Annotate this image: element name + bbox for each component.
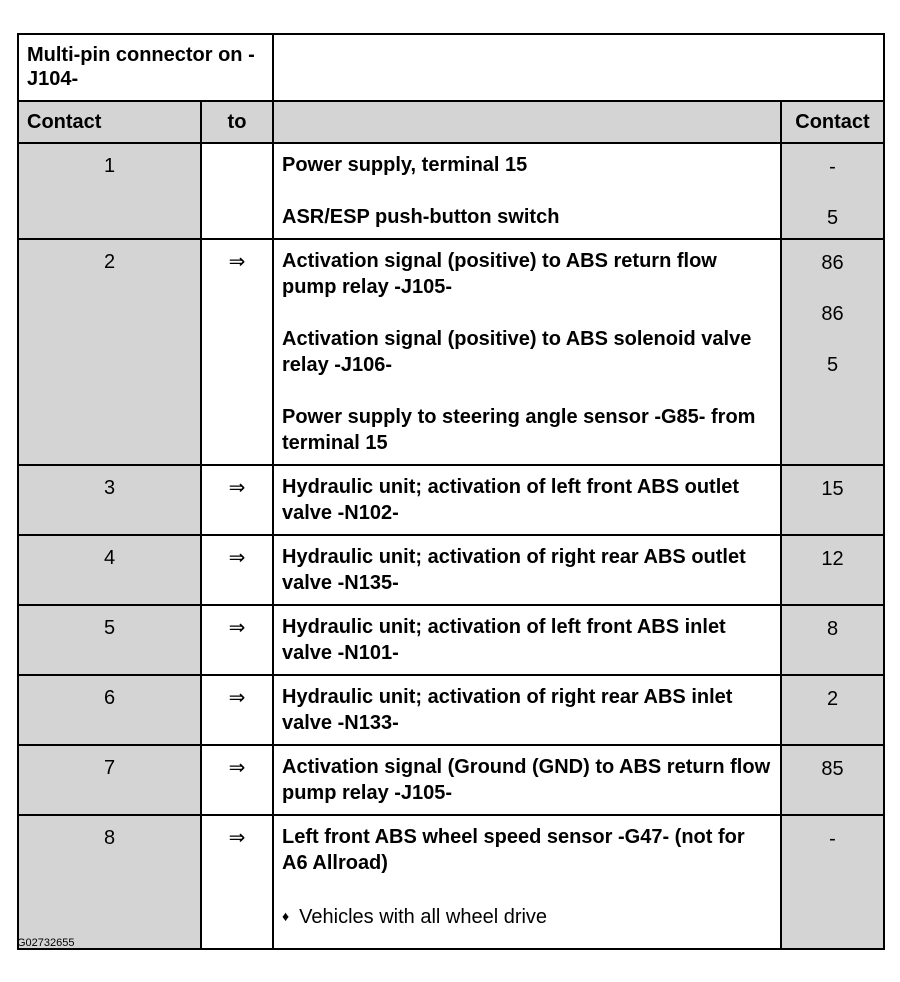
arrow-icon xyxy=(201,143,273,239)
description-line: Hydraulic unit; activation of right rear ABS outlet valve -N135- xyxy=(282,546,746,594)
arrow-icon: ⇒ xyxy=(201,605,273,675)
contact-right-cell xyxy=(781,675,884,745)
contact-right-cell xyxy=(781,605,884,675)
header-description xyxy=(273,101,781,143)
contact-right-value: 2 xyxy=(826,688,839,710)
table-body xyxy=(18,143,884,949)
description-cell xyxy=(273,675,781,745)
description-line: ASR/ESP push-button switch xyxy=(282,206,560,228)
contact-right-cell xyxy=(781,815,884,949)
contact-number: 3 xyxy=(18,465,201,535)
header-contact-right: Contact xyxy=(781,101,884,143)
contact-right-cell xyxy=(781,239,884,465)
contact-right-value: 5 xyxy=(826,207,839,229)
table-title: Multi-pin connector on -J104- xyxy=(18,34,273,101)
description-line: Activation signal (Ground (GND) to ABS return flow pump relay -J105- xyxy=(282,756,771,804)
contact-right-cell xyxy=(781,535,884,605)
description-line: Hydraulic unit; activation of left front ABS inlet valve -N101- xyxy=(282,616,726,664)
contact-number: 1 xyxy=(18,143,201,239)
contact-number: 4 xyxy=(18,535,201,605)
contact-right-value: 15 xyxy=(821,478,844,500)
connector-table xyxy=(17,33,885,950)
table-row xyxy=(18,465,884,535)
contact-right-value: 5 xyxy=(826,354,839,376)
description-cell xyxy=(273,465,781,535)
contact-right-value: 86 xyxy=(821,303,844,325)
contact-number: 2 xyxy=(18,239,201,465)
contact-number: 7 xyxy=(18,745,201,815)
bullet-text: Vehicles with all wheel drive xyxy=(299,906,548,928)
description-cell xyxy=(273,239,781,465)
contact-number: 8 xyxy=(18,815,201,949)
description-line: Hydraulic unit; activation of left front ABS outlet valve -N102- xyxy=(282,476,740,524)
contact-right-value: 86 xyxy=(821,252,844,274)
table-row xyxy=(18,605,884,675)
contact-number: 5 xyxy=(18,605,201,675)
contact-right-cell xyxy=(781,745,884,815)
bullet-note xyxy=(282,904,772,931)
contact-right-value: - xyxy=(829,156,836,178)
table-row xyxy=(18,535,884,605)
title-row xyxy=(18,34,884,101)
table-row xyxy=(18,143,884,239)
description-cell xyxy=(273,535,781,605)
description-cell xyxy=(273,605,781,675)
table-row xyxy=(18,675,884,745)
table-row xyxy=(18,239,884,465)
contact-right-value: 12 xyxy=(821,548,844,570)
description-cell xyxy=(273,143,781,239)
arrow-icon: ⇒ xyxy=(201,465,273,535)
description-line: Activation signal (positive) to ABS return flow pump relay -J105- xyxy=(282,250,717,298)
header-contact: Contact xyxy=(18,101,201,143)
description-line: Power supply to steering angle sensor -G85- from terminal 15 xyxy=(282,406,756,454)
column-header-row xyxy=(18,101,884,143)
description-line: Power supply, terminal 15 xyxy=(282,154,528,176)
arrow-icon: ⇒ xyxy=(201,535,273,605)
title-blank-cell xyxy=(273,34,884,101)
description-line: Left front ABS wheel speed sensor -G47- (not for A6 Allroad) xyxy=(282,826,745,874)
table-row xyxy=(18,815,884,949)
contact-right-cell xyxy=(781,143,884,239)
contact-right-value: 8 xyxy=(826,618,839,640)
header-to: to xyxy=(201,101,273,143)
figure-id: G02732655 xyxy=(17,937,75,949)
description-cell xyxy=(273,815,781,949)
description-line: Hydraulic unit; activation of right rear ABS inlet valve -N133- xyxy=(282,686,733,734)
table-row xyxy=(18,745,884,815)
contact-number: 6 xyxy=(18,675,201,745)
arrow-icon: ⇒ xyxy=(201,239,273,465)
description-line: Activation signal (positive) to ABS solenoid valve relay -J106- xyxy=(282,328,752,376)
diamond-bullet-icon: ♦ xyxy=(282,908,290,924)
description-cell xyxy=(273,745,781,815)
arrow-icon: ⇒ xyxy=(201,675,273,745)
contact-right-value: - xyxy=(829,828,836,850)
contact-right-value: 85 xyxy=(821,758,844,780)
arrow-icon: ⇒ xyxy=(201,815,273,949)
arrow-icon: ⇒ xyxy=(201,745,273,815)
contact-right-cell xyxy=(781,465,884,535)
